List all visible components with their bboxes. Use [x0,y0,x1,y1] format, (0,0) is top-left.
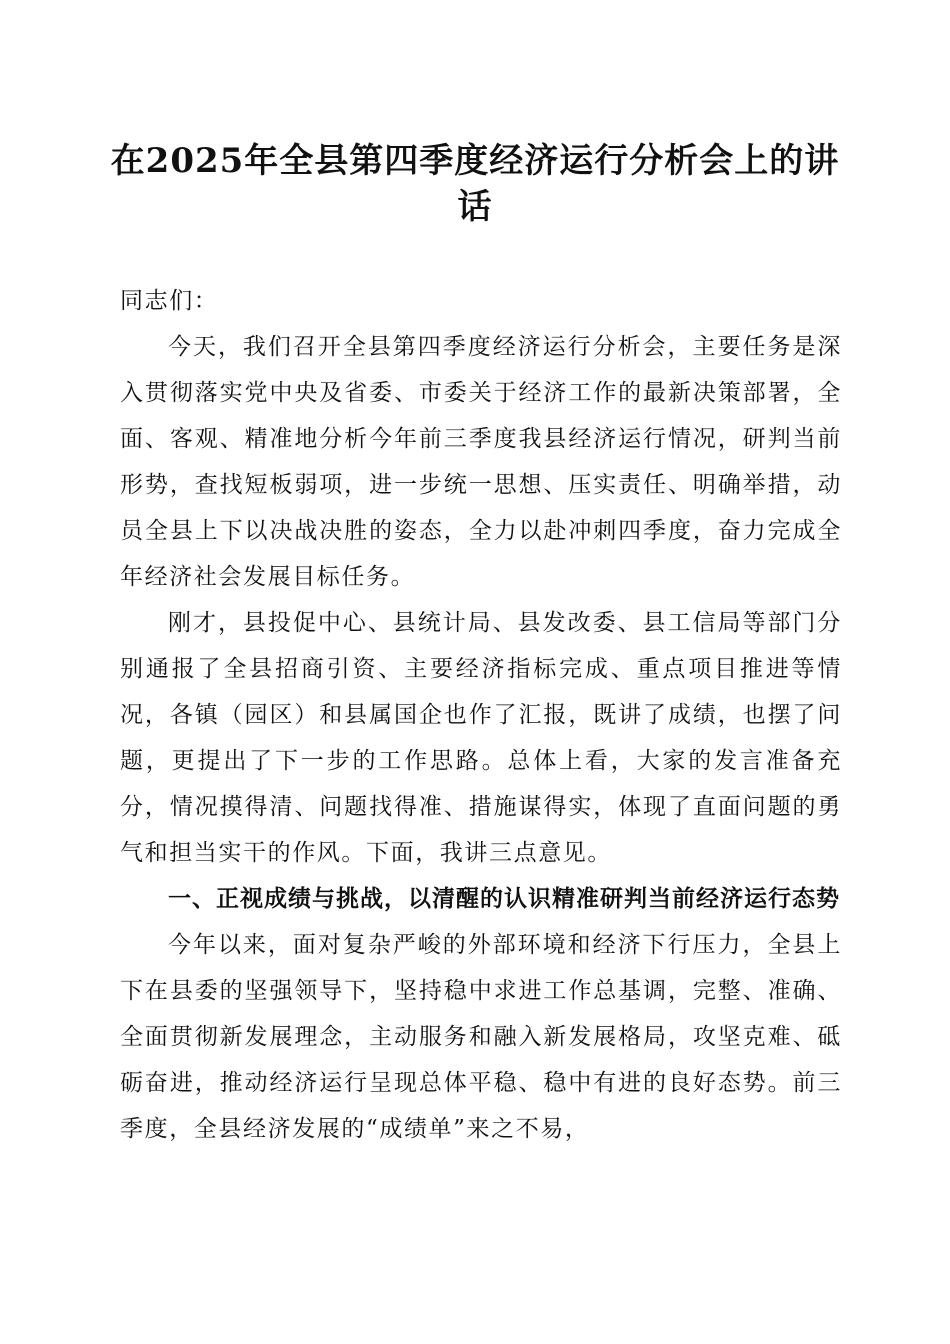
section-heading: 一、正视成绩与挑战，以清醒的认识精准研判当前经济运行态势 [168,886,840,912]
document-body [120,278,842,1152]
document-title: 在2025年全县第四季度经济运行分析会上的讲话 [110,141,840,227]
salutation: 同志们： [120,288,219,314]
paragraph-opening: 今天，我们召开全县第四季度经济运行分析会，主要任务是深入贯彻落实党中央及省委、市委关于经济工作的最新决策部署，全面、客观、精准地分析今年前三季度我县经济运行情况，研判当前形势，查找短板弱项，进一步统一思想、压实责任、明确举措，动员全县上下以决战决胜的姿态，全力以赴冲刺四季度，奋力完成全年经济社会发展目标任务。 [120,334,842,590]
section-paragraph: 今年以来，面对复杂严峻的外部环境和经济下行压力，全县上下在县委的坚强领导下，坚持稳中求进工作总基调，完整、准确、全面贯彻新发展理念，主动服务和融入新发展格局，攻坚克难、砥砺奋进，推动经济运行呈现总体平稳、稳中有进的良好态势。前三季度，全县经济发展的“成绩单”来之不易， [120,932,842,1142]
paragraph-reports: 刚才，县投促中心、县统计局、县发改委、县工信局等部门分别通报了全县招商引资、主要经济指标完成、重点项目推进等情况，各镇（园区）和县属国企也作了汇报，既讲了成绩，也摆了问题，更提出了下一步的工作思路。总体上看，大家的发言准备充分，情况摸得清、问题找得准、措施谋得实，体现了直面问题的勇气和担当实干的作风。下面，我讲三点意见。 [120,610,842,866]
